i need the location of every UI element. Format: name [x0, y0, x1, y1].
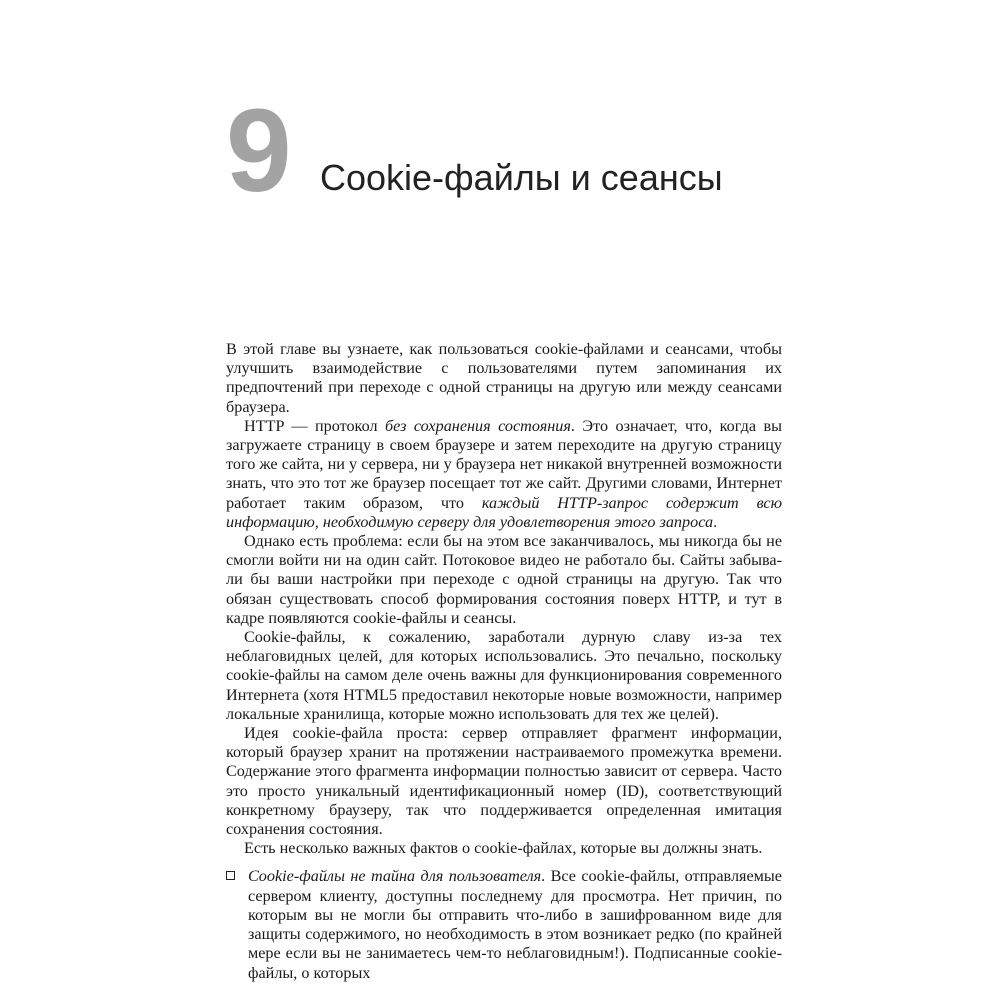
paragraph-text: . [713, 512, 718, 531]
list-item [226, 867, 782, 982]
paragraph-idea: Идея cookie-файла проста: сервер отправляет фрагмент информации, который браузер хранит на протяжении настраиваемого промежутка времени. Содержание этого фрагмента информации полностью зависит от сервера. Часто это просто уникальный идентификационный номер (ID), соответствующий конкретному браузеру, так что поддерживается определенная имитация сохранения состояния. [226, 724, 782, 839]
chapter-body [226, 340, 782, 983]
paragraph-text: HTTP — протокол [244, 416, 385, 435]
checkbox-bullet-icon [226, 871, 235, 880]
emphasis-text: без сохранения состояния [385, 416, 571, 435]
paragraph-text: . Это означает, что, когда вы загружаете страницу в своем браузере и затем переходите на другую страницу того же сайта, ни у сервера, ни у браузера нет никакой внутренней возможности знать, что это тот же браузер посещает тот же сайт. Другими словами, Интернет работает таким образом, что [226, 416, 782, 512]
chapter-number: 9 [226, 85, 292, 217]
paragraph-problem: Однако есть проблема: если бы на этом все заканчивалось, мы никогда бы не смогли войти ни на один сайт. Потоковое видео не работало бы. Сайты забывали бы ваши настройки при переходе с одной страницы на другую. Так что обязан существовать способ формирования состояния поверх HTTP, и тут в кадре появляются cookie-файлы и сеансы. [226, 532, 782, 627]
paragraph-http-stateless [226, 417, 782, 532]
facts-list [226, 867, 782, 982]
paragraph-reputation: Cookie-файлы, к сожалению, заработали дурную славу из-за тех неблаговидных целей, для которых использовались. Это печально, поскольку cookie-файлы на самом деле очень важны для функционирования современного Интернета (хотя HTML5 предоставил некоторые новые возможности, например локальные хранилища, которые можно использовать для тех же целей). [226, 628, 782, 723]
paragraph-facts: Есть несколько важных фактов о cookie-файлах, которые вы должны знать. [244, 839, 763, 858]
chapter-title: Cookie-файлы и сеансы [320, 157, 723, 198]
bullet-lead: Cookie-файлы не тайна для пользователя [248, 867, 542, 886]
bullet-text: . Все cookie-файлы, отправляемые сервером клиенту, доступны последнему для просмотра. Нет причин, по которым вы не могли бы отправить что-либо в зашифрованном виде для защиты содержимого, но необходимость в этом возникает редко (по крайней мере если вы не занимаетесь чем-то неблаговидным!). Подписанные cookie-файлы, о которых [248, 867, 782, 982]
paragraph-intro: В этой главе вы узнаете, как пользоваться cookie-файлами и сеансами, чтобы улучшить взаимодействие с пользователями путем запоминания их предпочтений при переходе с одной страницы на другую или между сеансами браузера. [226, 340, 782, 416]
emphasis-text: каждый HTTP-запрос содержит всю информацию, необходимую серверу для удовлетворения этого запроса [226, 493, 782, 531]
